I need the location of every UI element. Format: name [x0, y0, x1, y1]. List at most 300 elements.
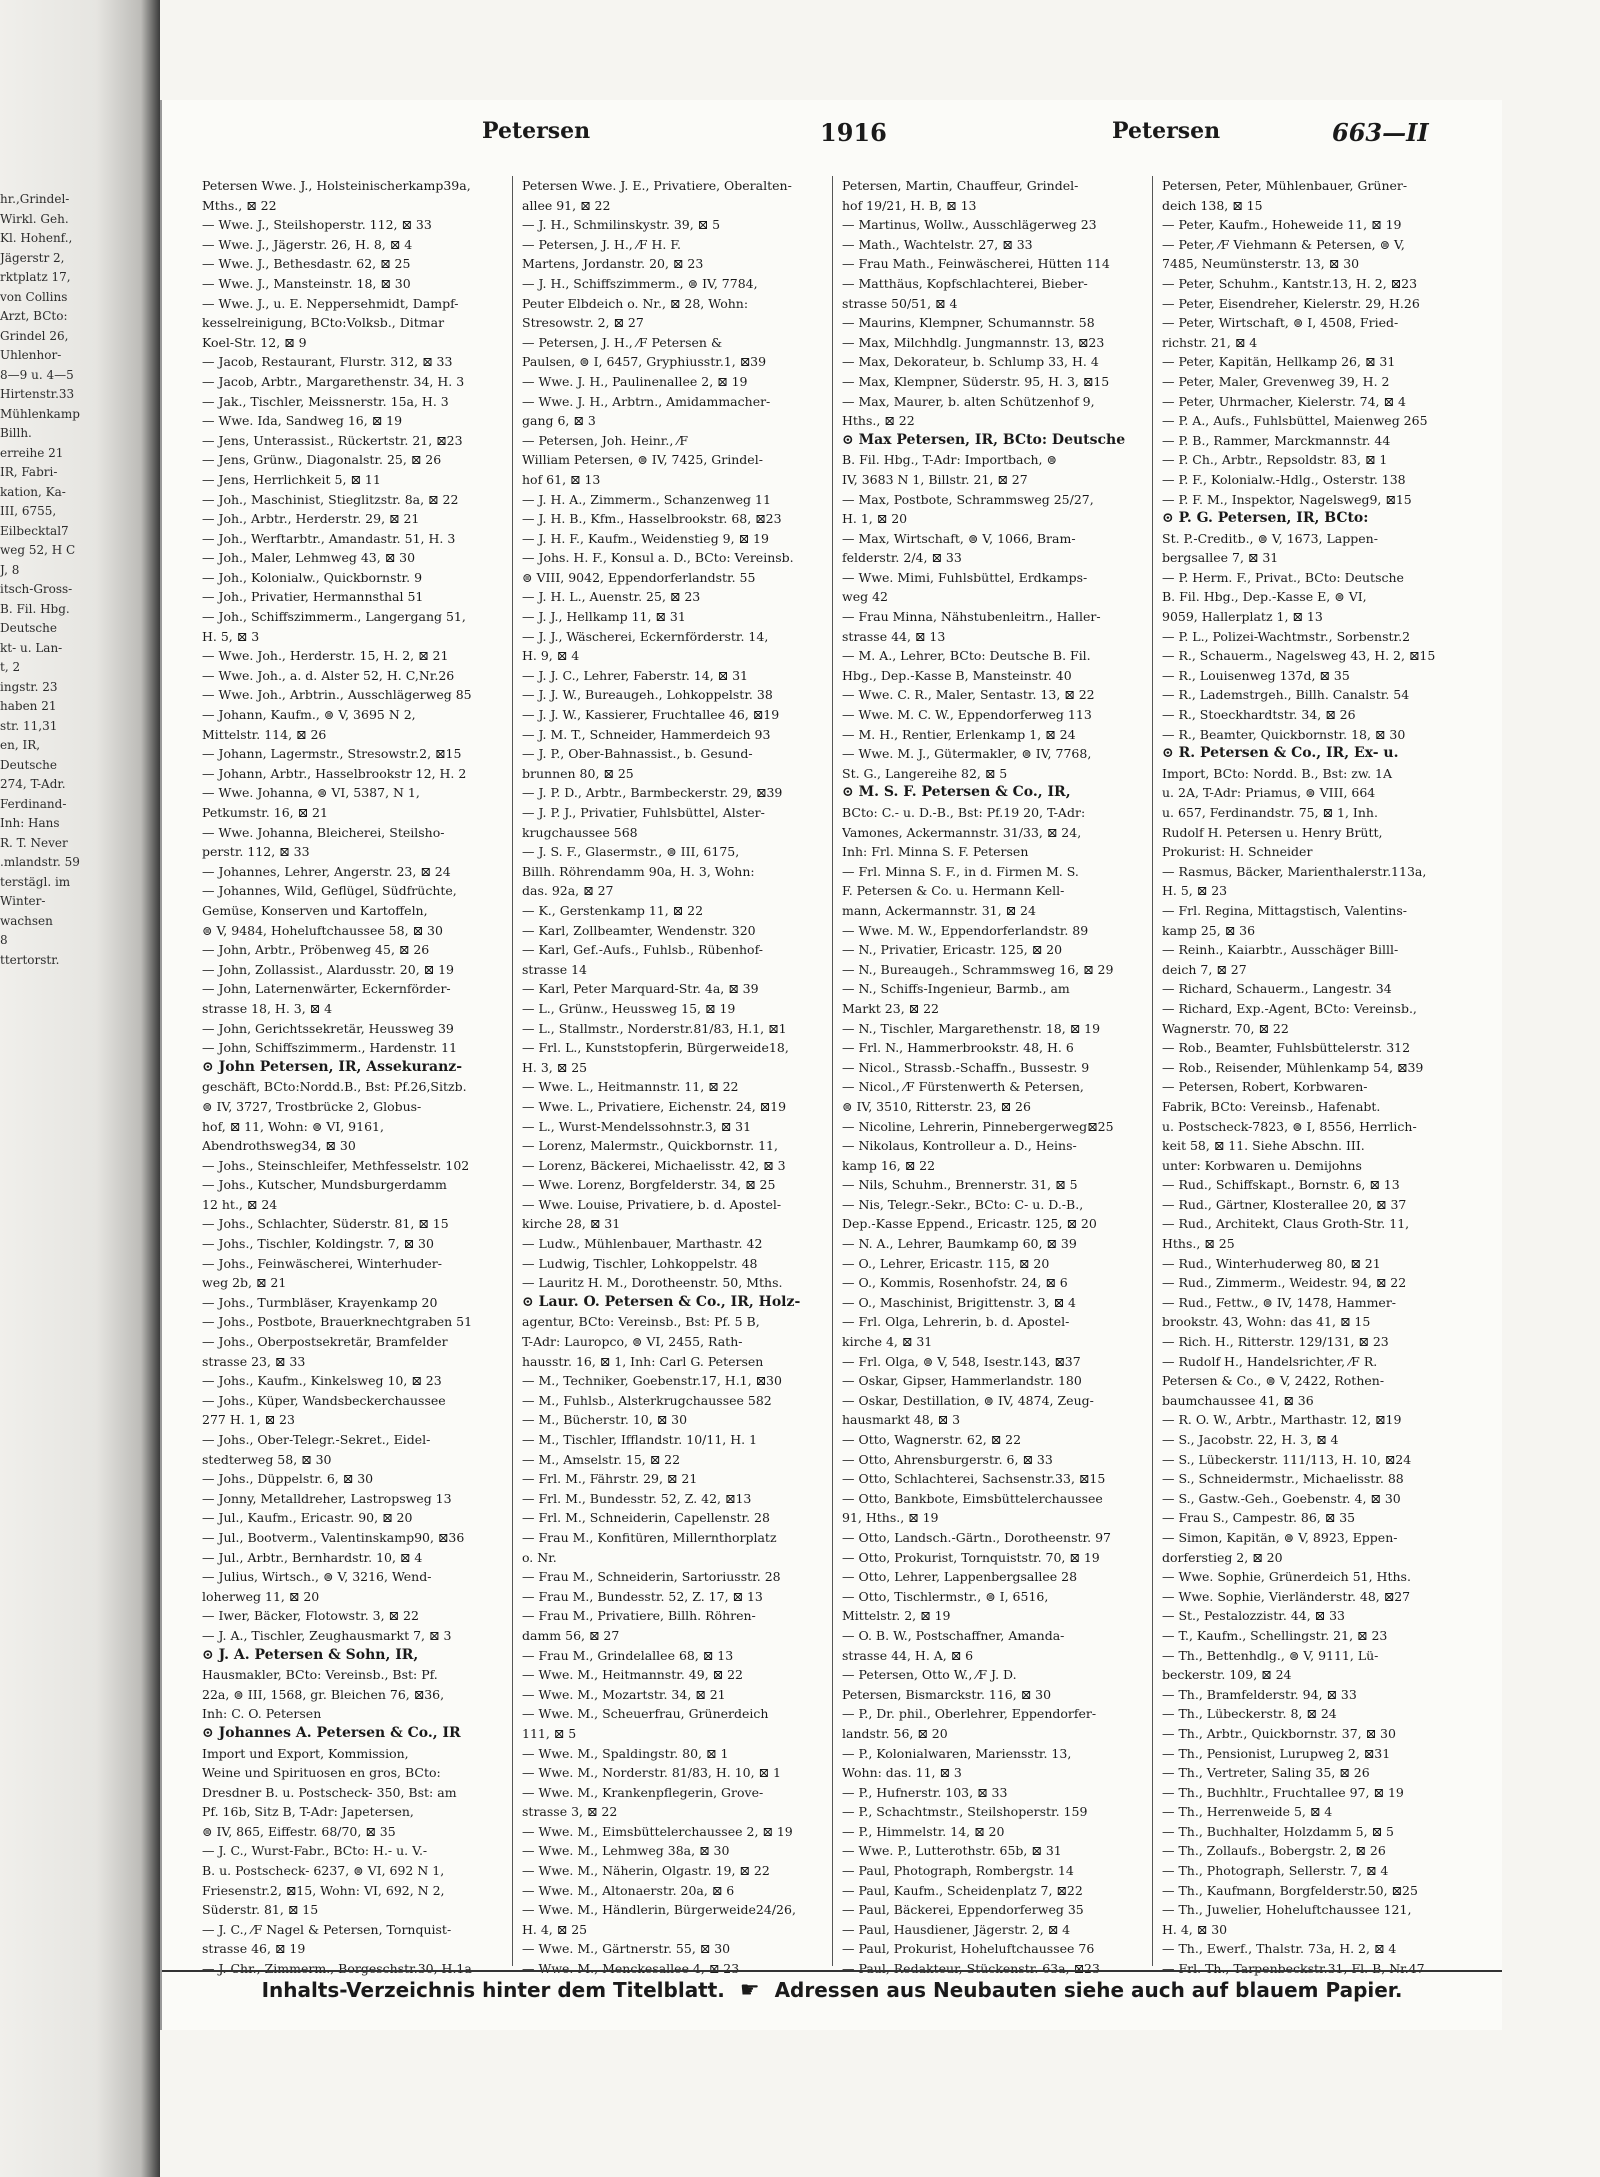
directory-entry-line: — Oskar, Gipser, Hammerlandstr. 180	[842, 1373, 1082, 1389]
directory-entry-line: — Wwe. J., Mansteinstr. 18, ⊠ 30	[202, 275, 411, 291]
directory-entry-line: — Nils, Schuhm., Brennerstr. 31, ⊠ 5	[842, 1177, 1078, 1193]
directory-column-3	[842, 176, 1142, 1976]
directory-entry-line: — Frl. M., Fährstr. 29, ⊠ 21	[522, 1471, 698, 1487]
directory-entry-line: weg 2b, ⊠ 21	[202, 1275, 287, 1291]
directory-entry-line: — R., Louisenweg 137d, ⊠ 35	[1162, 667, 1350, 683]
directory-entry-line: — Frl. M., Schneiderin, Capellenstr. 28	[522, 1510, 770, 1526]
directory-entry-line: das. 92a, ⊠ 27	[522, 883, 614, 899]
directory-entry-line: strasse 50/51, ⊠ 4	[842, 295, 958, 311]
directory-entry-line: — Wwe. M., Norderstr. 81/83, H. 10, ⊠ 1	[522, 1765, 781, 1781]
directory-entry-line: — N., Bureaugeh., Schrammsweg 16, ⊠ 29	[842, 961, 1114, 977]
directory-entry-line: unter: Korbwaren u. Demijohns	[1162, 1157, 1362, 1173]
firm-entry-line: ⊙ M. S. F. Petersen & Co., IR,	[842, 784, 1071, 801]
directory-entry-line: — Wwe. M., Altonaerstr. 20a, ⊠ 6	[522, 1882, 735, 1898]
directory-entry-line: — Wwe. M., Scheuerfrau, Grünerdeich	[522, 1706, 769, 1722]
directory-entry-line: damm 56, ⊠ 27	[522, 1627, 620, 1643]
directory-entry-line: — J. S. F., Glasermstr., ⊜ III, 6175,	[522, 844, 740, 860]
previous-page-line: Arzt, BCto:	[0, 309, 68, 323]
directory-entry-line: — K., Gerstenkamp 11, ⊠ 22	[522, 902, 704, 918]
footer-new-buildings-note: Adressen aus Neubauten siehe auch auf blauem Papier.	[774, 1978, 1403, 2002]
directory-entry-line: — Frl. Olga, Lehrerin, b. d. Apostel-	[842, 1314, 1070, 1330]
firm-entry-line: ⊙ P. G. Petersen, IR, BCto:	[1162, 510, 1369, 527]
directory-entry-line: — J. H. L., Auenstr. 25, ⊠ 23	[522, 589, 701, 605]
directory-entry-line: brookstr. 43, Wohn: das 41, ⊠ 15	[1162, 1314, 1371, 1330]
directory-entry-line: — Max, Klempner, Süderstr. 95, H. 3, ⊠15	[842, 373, 1110, 389]
previous-page-line: Billh.	[0, 426, 32, 440]
directory-entry-line: — Karl, Gef.-Aufs., Fuhlsb., Rübenhof-	[522, 942, 763, 958]
directory-entry-line: — Wwe. Joh., a. d. Alster 52, H. C,Nr.26	[202, 667, 455, 683]
previous-page-line: en, IR,	[0, 738, 41, 752]
directory-entry-line: — Rob., Reisender, Mühlenkamp 54, ⊠39	[1162, 1059, 1424, 1075]
directory-entry-line: — Wwe. M., Heitmannstr. 49, ⊠ 22	[522, 1667, 744, 1683]
directory-entry-line: — J. J., Wäscherei, Eckernförderstr. 14,	[522, 628, 769, 644]
directory-entry-line: loherweg 11, ⊠ 20	[202, 1588, 320, 1604]
directory-entry-line: — Wwe. C. R., Maler, Sentastr. 13, ⊠ 22	[842, 687, 1095, 703]
directory-entry-line: — Iwer, Bäcker, Flotowstr. 3, ⊠ 22	[202, 1608, 419, 1624]
directory-entry-line: — Joh., Schiffszimmerm., Langergang 51,	[202, 609, 466, 625]
column-divider	[512, 176, 513, 1966]
directory-entry-line: — Jul., Bootverm., Valentinskamp90, ⊠36	[202, 1529, 465, 1545]
directory-entry-line: — Frl. Regina, Mittagstisch, Valentins-	[1162, 902, 1407, 918]
directory-entry-line: — P. F., Kolonialw.-Hdlg., Osterstr. 138	[1162, 471, 1406, 487]
directory-entry-line: agentur, BCto: Vereinsb., Bst: Pf. 5 B,	[522, 1314, 760, 1330]
directory-entry-line: Hths., ⊠ 25	[1162, 1236, 1235, 1252]
previous-page-line: ingstr. 23	[0, 679, 58, 694]
directory-entry-line: — Wwe. M., Spaldingstr. 80, ⊠ 1	[522, 1745, 729, 1761]
directory-entry-line: — Max, Maurer, b. alten Schützenhof 9,	[842, 393, 1095, 409]
directory-entry-line: — P., Hufnerstr. 103, ⊠ 33	[842, 1784, 1008, 1800]
previous-page-line: weg 52, H C	[0, 543, 76, 557]
directory-entry-line: hausmarkt 48, ⊠ 3	[842, 1412, 961, 1428]
directory-entry-line: — Paul, Prokurist, Hoheluftchaussee 76	[842, 1941, 1095, 1957]
previous-page-line: Uhlenhor-	[0, 348, 62, 362]
directory-entry-line: — Th., Ewerf., Thalstr. 73a, H. 2, ⊠ 4	[1162, 1941, 1397, 1957]
directory-entry-line: — Wwe. Mimi, Fuhlsbüttel, Erdkamps-	[842, 569, 1088, 585]
directory-entry-line: — P., Himmelstr. 14, ⊠ 20	[842, 1823, 1005, 1839]
page-number: 663—II	[1332, 118, 1429, 147]
directory-entry-line: — Simon, Kapitän, ⊜ V, 8923, Eppen-	[1162, 1529, 1398, 1545]
directory-entry-line: — P. Ch., Arbtr., Repsoldstr. 83, ⊠ 1	[1162, 452, 1388, 468]
directory-entry-line: — J. H., Schmilinskystr. 39, ⊠ 5	[522, 217, 721, 233]
previous-page-line: J, 8	[0, 562, 20, 577]
directory-entry-line: — Frl. Th., Tarpenbeckstr.31, Fl. B, Nr.47	[1162, 1961, 1425, 1976]
directory-entry-line: — Wwe. M. W., Eppendorferlandstr. 89	[842, 922, 1089, 938]
page-footer	[162, 1970, 1502, 2003]
directory-entry-line: — J. P. D., Arbtr., Barmbeckerstr. 29, ⊠39	[522, 785, 783, 801]
directory-entry-line: — Peter, Eisendreher, Kielerstr. 29, H.26	[1162, 295, 1420, 311]
directory-entry-line: — Johs., Schlachter, Süderstr. 81, ⊠ 15	[202, 1216, 449, 1232]
directory-entry-line: — Rud., Architekt, Claus Groth-Str. 11,	[1162, 1216, 1410, 1232]
directory-entry-line: — Th., Photograph, Sellerstr. 7, ⊠ 4	[1162, 1863, 1389, 1879]
previous-page-line: itsch-Gross-	[0, 582, 73, 596]
directory-entry-line: 111, ⊠ 5	[522, 1725, 577, 1741]
directory-entry-line: St. P.-Creditb., ⊜ V, 1673, Lappen-	[1162, 530, 1378, 546]
directory-entry-line: St. G., Langereihe 82, ⊠ 5	[842, 765, 1008, 781]
directory-entry-line: — Johs. H. F., Konsul a. D., BCto: Vereinsb.	[522, 550, 794, 566]
directory-entry-line: — Jul., Kaufm., Ericastr. 90, ⊠ 20	[202, 1510, 413, 1526]
previous-page-line: 8—9 u. 4—5	[0, 367, 74, 382]
page-header	[162, 118, 1502, 158]
directory-entry-line: — T., Kaufm., Schellingstr. 21, ⊠ 23	[1162, 1627, 1388, 1643]
directory-entry-line: BCto: C.- u. D.-B., Bst: Pf.19 20, T-Adr:	[842, 805, 1086, 820]
directory-entry-line: — Th., Buchhltr., Fruchtallee 97, ⊠ 19	[1162, 1784, 1404, 1800]
previous-page-line: wachsen	[0, 913, 53, 928]
directory-entry-line: — R., Schauerm., Nagelsweg 43, H. 2, ⊠15	[1162, 648, 1436, 664]
directory-entry-line: u. 2A, T-Adr: Priamus, ⊜ VIII, 664	[1162, 785, 1376, 801]
firm-entry-line: ⊙ John Petersen, IR, Assekuranz-	[202, 1058, 463, 1075]
previous-page-line: haben 21	[0, 699, 57, 713]
directory-entry-line: — Wwe. M., Händlerin, Bürgerweide24/26,	[522, 1902, 796, 1918]
directory-entry-line: stedterweg 58, ⊠ 30	[202, 1451, 332, 1467]
directory-entry-line: Hths., ⊠ 22	[842, 413, 915, 429]
directory-entry-line: — Jonny, Metalldreher, Lastropsweg 13	[202, 1490, 452, 1506]
directory-entry-line: — Johs., Turmbläser, Krayenkamp 20	[202, 1294, 438, 1310]
directory-entry-line: — Rasmus, Bäcker, Marienthalerstr.113a,	[1162, 863, 1427, 879]
directory-entry-line: — Th., Arbtr., Quickbornstr. 37, ⊠ 30	[1162, 1725, 1396, 1741]
directory-entry-line: — Wwe. Sophie, Grünerdeich 51, Hths.	[1162, 1569, 1411, 1585]
previous-page-line: R. T. Never	[0, 835, 68, 850]
directory-entry-line: — Joh., Werftarbtr., Amandastr. 51, H. 3	[202, 530, 456, 546]
directory-entry-line: — S., Schneidermstr., Michaelisstr. 88	[1162, 1471, 1404, 1487]
directory-entry-line: ⊜ IV, 3727, Trostbrücke 2, Globus-	[202, 1098, 422, 1114]
directory-entry-line: — Johs., Steinschleifer, Methfesselstr. 102	[202, 1157, 470, 1173]
directory-entry-line: — Wwe. J., u. E. Neppersehmidt, Dampf-	[202, 295, 459, 311]
directory-entry-line: — Th., Buchhalter, Holzdamm 5, ⊠ 5	[1162, 1823, 1394, 1839]
directory-entry-line: H. 5, ⊠ 3	[202, 628, 260, 644]
directory-entry-line: beckerstr. 109, ⊠ 24	[1162, 1667, 1292, 1683]
directory-entry-line: Petersen, Martin, Chauffeur, Grindel-	[842, 178, 1079, 193]
directory-entry-line: — Maurins, Klempner, Schumannstr. 58	[842, 315, 1095, 331]
directory-entry-line: — Nis, Telegr.-Sekr., BCto: C- u. D.-B.,	[842, 1196, 1084, 1212]
directory-entry-line: — Johannes, Wild, Geflügel, Südfrüchte,	[202, 883, 457, 899]
directory-entry-line: — Petersen, Joh. Heinr., ⁄F	[522, 432, 689, 448]
directory-entry-line: Hausmakler, BCto: Vereinsb., Bst: Pf.	[202, 1667, 438, 1683]
directory-entry-line: hof 61, ⊠ 13	[522, 471, 601, 487]
directory-entry-line: — P. L., Polizei-Wachtmstr., Sorbenstr.2	[1162, 628, 1411, 644]
directory-entry-line: — Julius, Wirtsch., ⊜ V, 3216, Wend-	[202, 1569, 432, 1585]
directory-entry-line: — Th., Juwelier, Hoheluftchaussee 121,	[1162, 1902, 1412, 1918]
directory-entry-line: deich 7, ⊠ 27	[1162, 961, 1247, 977]
directory-entry-line: strasse 14	[522, 961, 587, 977]
directory-entry-line: — John, Arbtr., Pröbenweg 45, ⊠ 26	[202, 942, 430, 958]
directory-entry-line: — Wwe. Joh., Arbtrin., Ausschlägerweg 85	[202, 687, 472, 703]
directory-entry-line: — Paul, Photograph, Rombergstr. 14	[842, 1863, 1074, 1879]
directory-entry-line: — M., Fuhlsb., Alsterkrugchaussee 582	[522, 1392, 772, 1408]
directory-entry-line: H. 9, ⊠ 4	[522, 648, 580, 664]
directory-entry-line: — Nikolaus, Kontrolleur a. D., Heins-	[842, 1138, 1077, 1154]
directory-entry-line: — J. J. C., Lehrer, Faberstr. 14, ⊠ 31	[522, 667, 749, 683]
directory-entry-line: IV, 3683 N 1, Billstr. 21, ⊠ 27	[842, 471, 1028, 487]
directory-entry-line: — N., Tischler, Margarethenstr. 18, ⊠ 19	[842, 1020, 1101, 1036]
directory-entry-line: — J. P., Ober-Bahnassist., b. Gesund-	[522, 746, 753, 762]
directory-entry-line: — Paul, Hausdiener, Jägerstr. 2, ⊠ 4	[842, 1921, 1071, 1937]
directory-entry-line: dorferstieg 2, ⊠ 20	[1162, 1549, 1283, 1565]
directory-entry-line: Martens, Jordanstr. 20, ⊠ 23	[522, 256, 704, 272]
directory-entry-line: Petersen Wwe. J. E., Privatiere, Oberalten-	[522, 178, 792, 193]
directory-entry-line: — Wwe. Louise, Privatiere, b. d. Apostel-	[522, 1196, 782, 1212]
directory-entry-line: — Wwe. Joh., Herderstr. 15, H. 2, ⊠ 21	[202, 648, 449, 664]
directory-entry-line: — Jacob, Arbtr., Margarethenstr. 34, H. 3	[202, 373, 465, 389]
directory-entry-line: — Lorenz, Malermstr., Quickbornstr. 11,	[522, 1138, 778, 1154]
directory-entry-line: ⊜ IV, 3510, Ritterstr. 23, ⊠ 26	[842, 1098, 1031, 1114]
directory-entry-line: perstr. 112, ⊠ 33	[202, 844, 310, 860]
directory-entry-line: — Petersen, J. H., ⁄F Petersen &	[522, 334, 723, 350]
directory-entry-line: u. Postscheck-7823, ⊜ I, 8556, Herrlich-	[1162, 1118, 1417, 1134]
previous-page-line: 274, T-Adr.	[0, 777, 66, 791]
directory-entry-line: H. 5, ⊠ 23	[1162, 883, 1228, 899]
directory-entry-line: Mittelstr. 2, ⊠ 19	[842, 1608, 951, 1624]
directory-entry-line: — Johs., Feinwäscherei, Winterhuder-	[202, 1255, 442, 1271]
directory-entry-line: keit 58, ⊠ 11. Siehe Abschn. III.	[1162, 1138, 1365, 1154]
directory-entry-line: — Max, Dekorateur, b. Schlump 33, H. 4	[842, 354, 1099, 370]
directory-entry-line: — Lorenz, Bäckerei, Michaelisstr. 42, ⊠ 3	[522, 1157, 786, 1173]
directory-entry-line: — Petersen, Otto W., ⁄F J. D.	[842, 1667, 1017, 1683]
directory-entry-line: Friesenstr.2, ⊠15, Wohn: VI, 692, N 2,	[202, 1882, 445, 1898]
directory-entry-line: — Wwe. Sophie, Vierländerstr. 48, ⊠27	[1162, 1588, 1411, 1604]
directory-entry-line: — M., Bücherstr. 10, ⊠ 30	[522, 1412, 688, 1428]
directory-entry-line: — Wwe. J., Jägerstr. 26, H. 8, ⊠ 4	[202, 236, 413, 252]
directory-entry-line: — N., Privatier, Ericastr. 125, ⊠ 20	[842, 942, 1063, 958]
directory-entry-line: — Wwe. L., Privatiere, Eichenstr. 24, ⊠19	[522, 1098, 787, 1114]
directory-entry-line: — Jul., Arbtr., Bernhardstr. 10, ⊠ 4	[202, 1549, 423, 1565]
previous-page-line: hr.,Grindel-	[0, 192, 70, 206]
previous-page-line: rktplatz 17,	[0, 270, 71, 284]
directory-entry-line: — Joh., Arbtr., Herderstr. 29, ⊠ 21	[202, 511, 420, 527]
directory-entry-line: — Frau M., Privatiere, Billh. Röhren-	[522, 1608, 756, 1624]
directory-entry-line: — Peter, ⁄F Viehmann & Petersen, ⊜ V,	[1162, 236, 1405, 252]
directory-entry-line: — Karl, Zollbeamter, Wendenstr. 320	[522, 922, 756, 938]
directory-entry-line: — R. O. W., Arbtr., Marthastr. 12, ⊠19	[1162, 1412, 1402, 1428]
directory-entry-line: — Frau M., Bundesstr. 52, Z. 17, ⊠ 13	[522, 1588, 763, 1604]
directory-entry-line: Petersen Wwe. J., Holsteinischerkamp39a,	[202, 178, 471, 193]
directory-entry-line: 12 ht., ⊠ 24	[202, 1196, 278, 1212]
directory-entry-line: — Frau M., Grindelallee 68, ⊠ 13	[522, 1647, 734, 1663]
directory-entry-line: landstr. 56, ⊠ 20	[842, 1725, 948, 1741]
directory-entry-line: — Wwe. P., Lutterothstr. 65b, ⊠ 31	[842, 1843, 1062, 1859]
directory-entry-line: — John, Gerichtssekretär, Heussweg 39	[202, 1020, 454, 1036]
previous-page-line: terstägl. im	[0, 874, 71, 889]
directory-entry-line: — Ludwig, Tischler, Lohkoppelstr. 48	[522, 1255, 758, 1271]
directory-entry-line: 91, Hths., ⊠ 19	[842, 1510, 939, 1526]
directory-entry-line: — Johannes, Lehrer, Angerstr. 23, ⊠ 24	[202, 863, 451, 879]
directory-entry-line: — Wwe. M. C. W., Eppendorferweg 113	[842, 707, 1092, 723]
directory-entry-line: Peuter Elbdeich o. Nr., ⊠ 28, Wohn:	[522, 295, 749, 311]
directory-entry-line: — Frau M., Schneiderin, Sartoriusstr. 28	[522, 1569, 781, 1585]
directory-entry-line: — Frau S., Campestr. 86, ⊠ 35	[1162, 1510, 1356, 1526]
directory-entry-line: — Reinh., Kaiarbtr., Ausschäger Billl-	[1162, 942, 1399, 958]
directory-entry-line: kamp 16, ⊠ 22	[842, 1157, 936, 1173]
directory-entry-line: — Johs., Düppelstr. 6, ⊠ 30	[202, 1471, 374, 1487]
directory-entry-line: geschäft, BCto:Nordd.B., Bst: Pf.26,Sitzb.	[202, 1079, 467, 1095]
directory-entry-line: Pf. 16b, Sitz B, T-Adr: Japetersen,	[202, 1804, 414, 1820]
directory-entry-line: — M., Techniker, Goebenstr.17, H.1, ⊠30	[522, 1373, 782, 1389]
directory-entry-line: — Joh., Privatier, Hermannsthal 51	[202, 589, 424, 605]
previous-page-line: Ferdinand-	[0, 796, 67, 811]
directory-entry-line: — Wwe. J. H., Paulinenallee 2, ⊠ 19	[522, 373, 748, 389]
previous-page-line: Mühlenkamp	[0, 406, 80, 421]
directory-entry-line: Wagnerstr. 70, ⊠ 22	[1162, 1020, 1289, 1036]
directory-entry-line: — Joh., Maler, Lehmweg 43, ⊠ 30	[202, 550, 416, 566]
directory-entry-line: — Peter, Kapitän, Hellkamp 26, ⊠ 31	[1162, 354, 1396, 370]
directory-entry-line: strasse 46, ⊠ 19	[202, 1941, 306, 1957]
directory-entry-line: Rudolf H. Petersen u. Henry Brütt,	[1162, 824, 1383, 840]
directory-entry-line: — O., Lehrer, Ericastr. 115, ⊠ 20	[842, 1255, 1050, 1271]
directory-entry-line: — Th., Kaufmann, Borgfelderstr.50, ⊠25	[1162, 1882, 1418, 1898]
directory-entry-line: 9059, Hallerplatz 1, ⊠ 13	[1162, 609, 1323, 625]
directory-entry-line: — M. H., Rentier, Erlenkamp 1, ⊠ 24	[842, 726, 1076, 742]
directory-entry-line: — Rob., Beamter, Fuhlsbüttelerstr. 312	[1162, 1040, 1411, 1056]
directory-entry-line: Petersen & Co., ⊜ V, 2422, Rothen-	[1162, 1373, 1385, 1389]
directory-entry-line: — Frl. L., Kunststopferin, Bürgerweide18,	[522, 1040, 789, 1056]
previous-page-line: Hirtenstr.33	[0, 387, 75, 401]
directory-entry-line: krugchaussee 568	[522, 824, 638, 840]
directory-entry-line: — Paul, Kaufm., Scheidenplatz 7, ⊠22	[842, 1882, 1083, 1898]
directory-entry-line: — John, Schiffszimmerm., Hardenstr. 11	[202, 1040, 458, 1056]
directory-entry-line: felderstr. 2/4, ⊠ 33	[842, 550, 962, 566]
directory-entry-line: Dep.-Kasse Eppend., Ericastr. 125, ⊠ 20	[842, 1216, 1097, 1232]
previous-page-line: Deutsche	[0, 621, 57, 635]
directory-entry-line: bergsallee 7, ⊠ 31	[1162, 550, 1279, 566]
directory-entry-line: William Petersen, ⊜ IV, 7425, Grindel-	[522, 452, 763, 468]
previous-page-line: kt- u. Lan-	[0, 640, 63, 655]
directory-entry-line: Import, BCto: Nordd. B., Bst: zw. 1A	[1162, 765, 1393, 781]
directory-entry-line: — Otto, Ahrensburgerstr. 6, ⊠ 33	[842, 1451, 1053, 1467]
directory-entry-line: kamp 25, ⊠ 36	[1162, 922, 1256, 938]
directory-entry-line: — Jens, Unterassist., Rückertstr. 21, ⊠23	[202, 432, 463, 448]
directory-entry-line: — Karl, Peter Marquard-Str. 4a, ⊠ 39	[522, 981, 759, 997]
directory-entry-line: — Joh., Kolonialw., Quickbornstr. 9	[202, 569, 423, 585]
directory-entry-line: — Peter, Schuhm., Kantstr.13, H. 2, ⊠23	[1162, 275, 1418, 291]
directory-entry-line: — Johs., Kaufm., Kinkelsweg 10, ⊠ 23	[202, 1373, 442, 1389]
directory-entry-line: — Th., Vertreter, Saling 35, ⊠ 26	[1162, 1765, 1370, 1781]
column-divider	[1152, 176, 1153, 1966]
directory-entry-line: — Martinus, Wollw., Ausschlägerweg 23	[842, 217, 1097, 233]
header-surname-right: Petersen	[1112, 118, 1221, 144]
directory-entry-line: Süderstr. 81, ⊠ 15	[202, 1902, 319, 1918]
previous-page-line: B. Fil. Hbg.	[0, 601, 70, 616]
directory-entry-line: — M. A., Lehrer, BCto: Deutsche B. Fil.	[842, 648, 1091, 664]
directory-entry-line: — Rud., Winterhuderweg 80, ⊠ 21	[1162, 1255, 1381, 1271]
directory-entry-line: — Wwe. Lorenz, Borgfelderstr. 34, ⊠ 25	[522, 1177, 776, 1193]
directory-entry-line: — Nicol., Strassb.-Schaffn., Bussestr. 9	[842, 1059, 1090, 1075]
directory-entry-line: Vamones, Ackermannstr. 31/33, ⊠ 24,	[842, 824, 1082, 840]
directory-entry-line: — Max, Wirtschaft, ⊜ V, 1066, Bram-	[842, 530, 1076, 546]
directory-entry-line: mann, Ackermannstr. 31, ⊠ 24	[842, 902, 1036, 918]
directory-entry-line: H. 4, ⊠ 25	[522, 1921, 588, 1937]
directory-entry-line: strasse 18, H. 3, ⊠ 4	[202, 1000, 333, 1016]
directory-entry-line: — Wwe. M., Menckesallee 4, ⊠ 23	[522, 1961, 740, 1976]
directory-entry-line: — Nicoline, Lehrerin, Pinnebergerweg⊠25	[842, 1118, 1114, 1134]
directory-entry-line: — Matthäus, Kopfschlachterei, Bieber-	[842, 275, 1088, 291]
previous-page-line: Inh: Hans	[0, 816, 60, 830]
directory-entry-line: — P. F. M., Inspektor, Nagelsweg9, ⊠15	[1162, 491, 1412, 507]
directory-entry-line: richstr. 21, ⊠ 4	[1162, 334, 1258, 350]
directory-entry-line: — J. C., ⁄F Nagel & Petersen, Tornquist-	[202, 1921, 452, 1937]
directory-entry-line: allee 91, ⊠ 22	[522, 197, 611, 213]
directory-entry-line: — Otto, Lehrer, Lappenbergsallee 28	[842, 1569, 1078, 1585]
directory-column-1	[202, 176, 502, 1976]
previous-page-line: IR, Fabri-	[0, 465, 58, 479]
directory-entry-line: gang 6, ⊠ 3	[522, 413, 596, 429]
previous-page-line: kation, Ka-	[0, 484, 66, 499]
previous-page-line: III, 6755,	[0, 504, 57, 518]
directory-entry-line: Fabrik, BCto: Vereinsb., Hafenabt.	[1162, 1098, 1381, 1114]
directory-entry-line: — P. Herm. F., Privat., BCto: Deutsche	[1162, 569, 1404, 585]
directory-entry-line: — Johann, Kaufm., ⊜ V, 3695 N 2,	[202, 707, 416, 723]
directory-entry-line: — R., Stoeckhardtstr. 34, ⊠ 26	[1162, 707, 1356, 723]
directory-entry-line: — R., Beamter, Quickbornstr. 18, ⊠ 30	[1162, 726, 1406, 742]
directory-entry-line: — O. B. W., Postschaffner, Amanda-	[842, 1627, 1065, 1643]
directory-entry-line: ⊜ VIII, 9042, Eppendorferlandstr. 55	[522, 569, 756, 585]
directory-entry-line: — Jacob, Restaurant, Flurstr. 312, ⊠ 33	[202, 354, 453, 370]
directory-entry-line: strasse 23, ⊠ 33	[202, 1353, 306, 1369]
directory-entry-line: Wohn: das. 11, ⊠ 3	[842, 1765, 962, 1781]
directory-entry-line: strasse 3, ⊠ 22	[522, 1804, 618, 1820]
directory-entry-line: Koel-Str. 12, ⊠ 9	[202, 334, 307, 350]
directory-entry-line: — Max, Postbote, Schrammsweg 25/27,	[842, 491, 1094, 507]
directory-entry-line: — John, Zollassist., Alardusstr. 20, ⊠ 19	[202, 961, 455, 977]
directory-entry-line: — J. A., Tischler, Zeughausmarkt 7, ⊠ 3	[202, 1627, 452, 1643]
directory-entry-line: — Rich. H., Ritterstr. 129/131, ⊠ 23	[1162, 1334, 1389, 1350]
directory-entry-line: — Johann, Arbtr., Hasselbrookstr 12, H. 2	[202, 765, 467, 781]
directory-entry-line: — Otto, Schlachterei, Sachsenstr.33, ⊠15	[842, 1471, 1106, 1487]
directory-entry-line: hof 19/21, H. B, ⊠ 13	[842, 197, 977, 213]
directory-entry-line: — Wwe. Johanna, Bleicherei, Steilsho-	[202, 824, 445, 840]
directory-entry-line: brunnen 80, ⊠ 25	[522, 765, 634, 781]
directory-entry-line: — Johs., Oberpostsekretär, Bramfelder	[202, 1334, 448, 1350]
directory-entry-line: — Rud., Schiffskapt., Bornstr. 6, ⊠ 13	[1162, 1177, 1400, 1193]
directory-entry-line: Gemüse, Konserven und Kartoffeln,	[202, 902, 428, 918]
column-divider	[832, 176, 833, 1966]
previous-page-line: Grindel 26,	[0, 328, 69, 343]
directory-entry-line: B. Fil. Hbg., Dep.-Kasse E, ⊜ VI,	[1162, 589, 1367, 605]
directory-entry-line: — Frau Minna, Nähstubenleitrn., Haller-	[842, 609, 1101, 625]
directory-entry-line: — J. H., Schiffszimmerm., ⊜ IV, 7784,	[522, 275, 758, 291]
directory-entry-line: Weine und Spirituosen en gros, BCto:	[202, 1765, 441, 1781]
directory-entry-line: Abendrothsweg34, ⊠ 30	[202, 1138, 356, 1154]
directory-entry-line: — M., Amselstr. 15, ⊠ 22	[522, 1451, 681, 1467]
directory-entry-line: Inh: Frl. Minna S. F. Petersen	[842, 844, 1029, 860]
directory-entry-line: — J. J., Hellkamp 11, ⊠ 31	[522, 609, 686, 625]
directory-entry-line: Import und Export, Kommission,	[202, 1745, 409, 1761]
directory-entry-line: — Th., Bramfelderstr. 94, ⊠ 33	[1162, 1686, 1357, 1702]
header-year: 1916	[820, 118, 887, 147]
directory-entry-line: baumchaussee 41, ⊠ 36	[1162, 1392, 1314, 1408]
directory-entry-line: — J. J. W., Bureaugeh., Lohkoppelstr. 38	[522, 687, 773, 703]
directory-entry-line: — Peter, Uhrmacher, Kielerstr. 74, ⊠ 4	[1162, 393, 1406, 409]
directory-entry-line: — Paul, Bäckerei, Eppendorferweg 35	[842, 1902, 1084, 1918]
directory-column-4	[1162, 176, 1482, 1976]
directory-entry-line: — J. J. W., Kassierer, Fruchtallee 46, ⊠19	[522, 707, 780, 723]
directory-entry-line: — J. H. F., Kaufm., Weidenstieg 9, ⊠ 19	[522, 530, 769, 546]
directory-entry-line: — O., Kommis, Rosenhofstr. 24, ⊠ 6	[842, 1275, 1068, 1291]
directory-entry-line: strasse 44, ⊠ 13	[842, 628, 946, 644]
directory-entry-line: — Frau M., Konfitüren, Millernthorplatz	[522, 1529, 777, 1545]
directory-entry-line: o. Nr.	[522, 1549, 557, 1565]
directory-entry-line: — Otto, Landsch.-Gärtn., Dorotheenstr. 97	[842, 1529, 1111, 1545]
directory-entry-line: — Richard, Exp.-Agent, BCto: Vereinsb.,	[1162, 1000, 1417, 1016]
directory-entry-line: 277 H. 1, ⊠ 23	[202, 1412, 295, 1428]
directory-entry-line: — P., Schachtmstr., Steilshoperstr. 159	[842, 1804, 1088, 1820]
directory-entry-line: — Th., Pensionist, Lurupweg 2, ⊠31	[1162, 1745, 1391, 1761]
directory-entry-line: — Johann, Lagermstr., Stresowstr.2, ⊠15	[202, 746, 462, 762]
directory-entry-line: H. 1, ⊠ 20	[842, 511, 908, 527]
directory-entry-line: — Peter, Maler, Grevenweg 39, H. 2	[1162, 373, 1390, 389]
directory-entry-line: — Oskar, Destillation, ⊜ IV, 4874, Zeug-	[842, 1392, 1094, 1408]
directory-entry-line: — Otto, Bankbote, Eimsbüttelerchaussee	[842, 1490, 1103, 1506]
directory-entry-line: — R., Lademstrgeh., Billh. Canalstr. 54	[1162, 687, 1410, 703]
directory-entry-line: hof, ⊠ 11, Wohn: ⊜ VI, 9161,	[202, 1118, 384, 1134]
